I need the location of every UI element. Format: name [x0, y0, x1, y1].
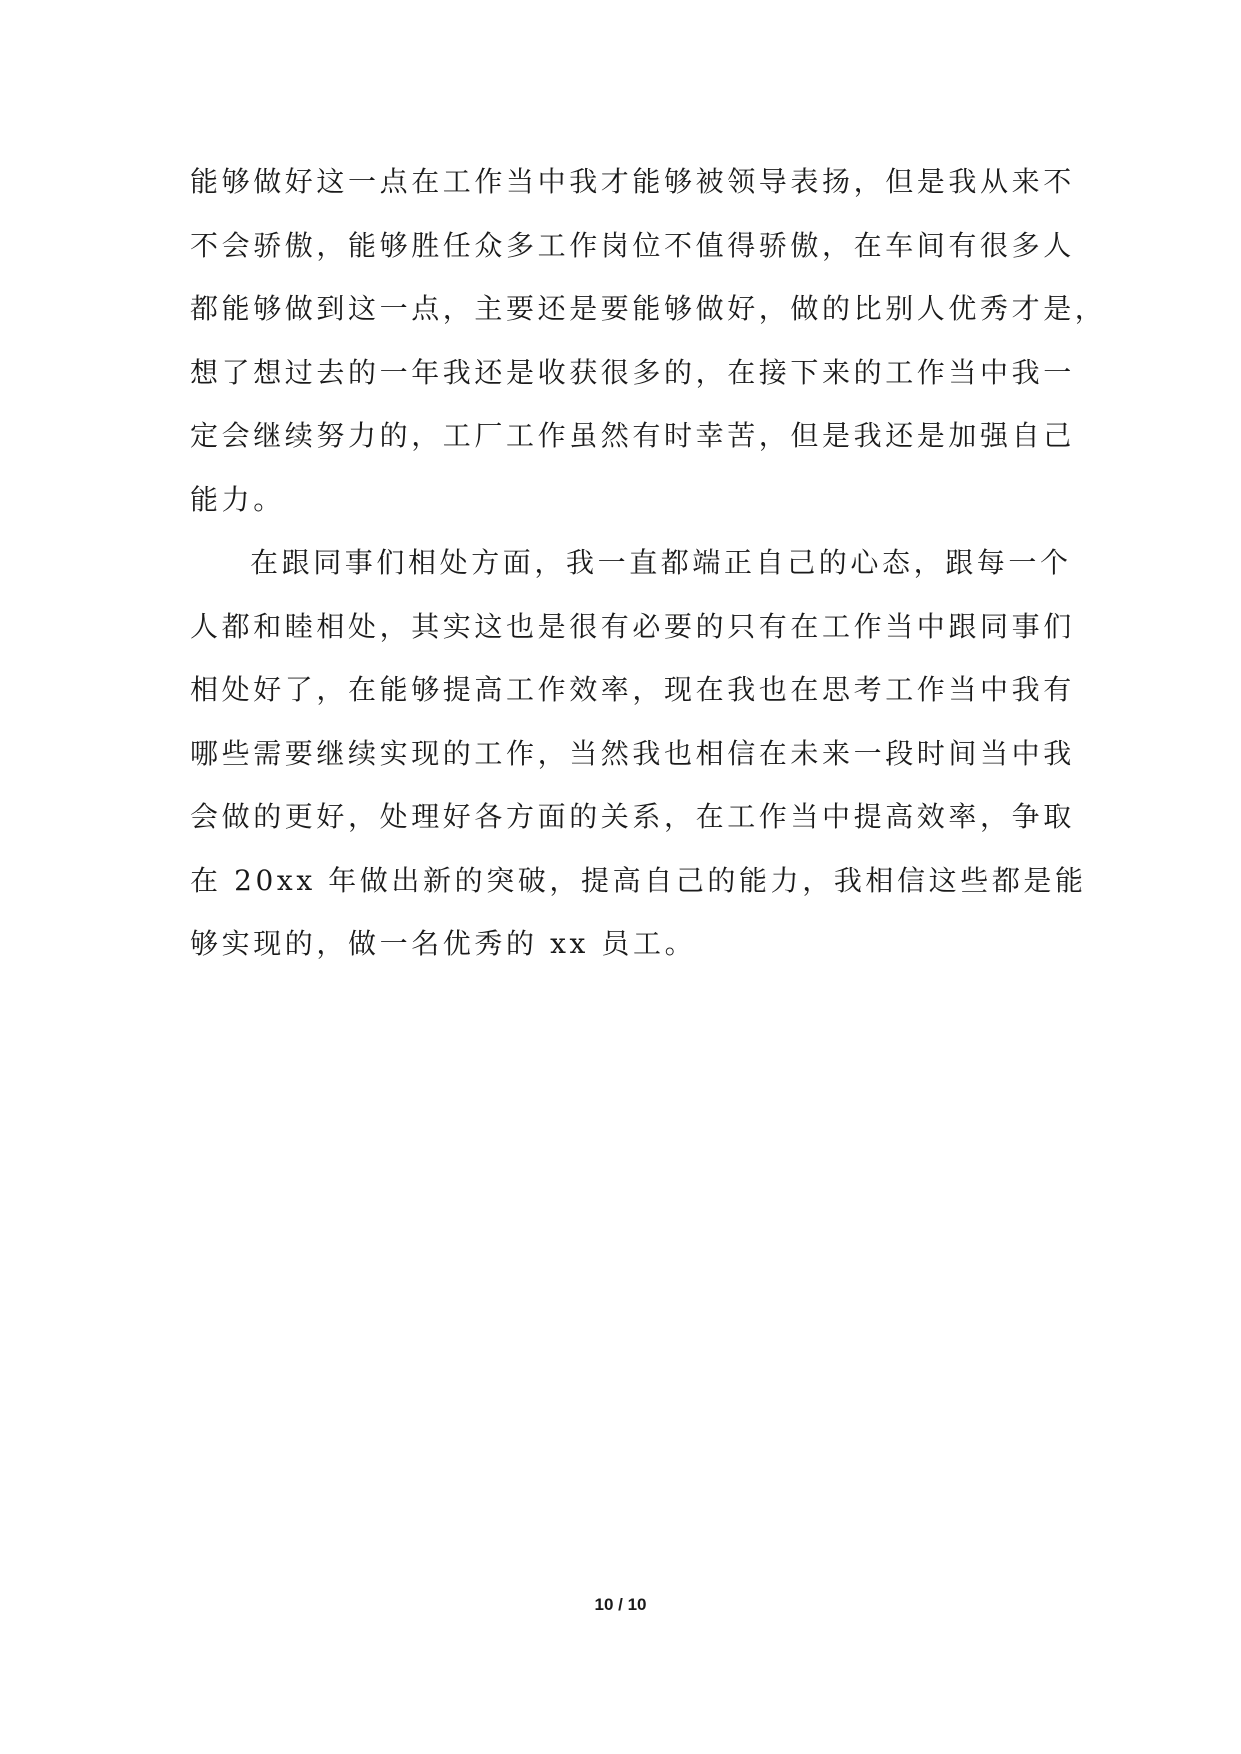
paragraph-line: 人都和睦相处，其实这也是很有必要的只有在工作当中跟同事们: [190, 609, 1075, 643]
page-number: 10 / 10: [594, 1595, 647, 1614]
document-body: [190, 150, 1107, 976]
paragraph-line: 哪些需要继续实现的工作，当然我也相信在未来一段时间当中我: [190, 736, 1075, 770]
paragraph-line: 都能够做到这一点，主要还是要能够做好，做的比别人优秀才是，: [190, 292, 1107, 325]
paragraph-line: 定会继续努力的，工厂工作虽然有时幸苦，但是我还是加强自己: [190, 419, 1075, 452]
paragraph-line: 想了想过去的一年我还是收获很多的，在接下来的工作当中我一: [190, 355, 1075, 389]
paragraph-line: 够实现的，做一名优秀的 xx 员工。: [190, 927, 697, 960]
paragraph-line: 不会骄傲，能够胜任众多工作岗位不值得骄傲，在车间有很多人: [190, 228, 1075, 262]
paragraph-line: 相处好了，在能够提高工作效率，现在我也在思考工作当中我有: [190, 673, 1075, 706]
paragraph-line: 能够做好这一点在工作当中我才能够被领导表扬，但是我从来不: [190, 165, 1075, 198]
paragraph-line: 在跟同事们相处方面，我一直都端正自己的心态，跟每一个: [250, 546, 1072, 579]
paragraph-2: [190, 531, 1087, 976]
paragraph-line: 在 20xx 年做出新的突破，提高自己的能力，我相信这些都是能: [190, 863, 1087, 897]
paragraph-1: [190, 150, 1107, 531]
paragraph-line: 会做的更好，处理好各方面的关系，在工作当中提高效率，争取: [190, 800, 1075, 833]
paragraph-line: 能力。: [190, 482, 285, 516]
